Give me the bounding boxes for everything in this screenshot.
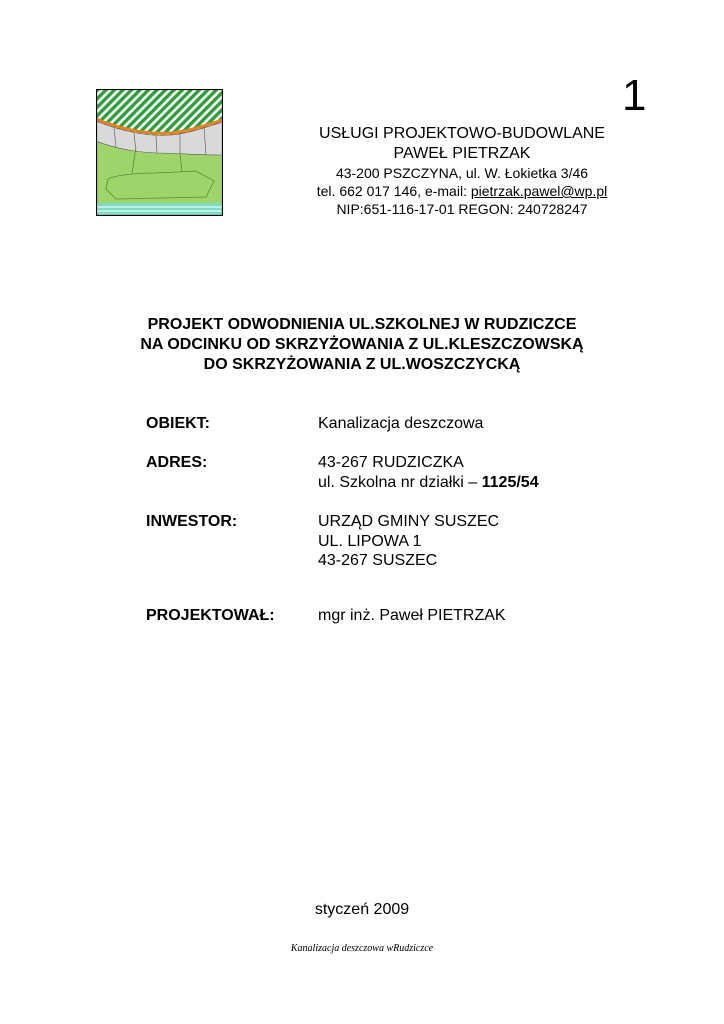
company-address: 43-200 PSZCZYNA, ul. W. Łokietka 3/46 [335, 165, 589, 181]
document-date: styczeń 2009 [314, 901, 410, 918]
company-phone: tel. 662 017 146, e-mail: [316, 183, 471, 199]
page-number: 1 [622, 71, 647, 120]
company-logo [96, 89, 223, 216]
company-name-line1: USŁUGI PROJEKTOWO-BUDOWLANE [319, 125, 605, 142]
project-title-line3: DO SKRZYŻOWANIA Z UL.WOSZCZYCKĄ [203, 356, 521, 373]
adres-label: ADRES: [146, 454, 208, 471]
project-title-line2: NA ODCINKU OD SKRZYŻOWANIA Z UL.KLESZCZOWSKĄ [140, 336, 584, 353]
obiekt-label: OBIEKT: [146, 415, 210, 432]
projektowal-value: mgr inż. Paweł PIETRZAK [318, 607, 506, 624]
adres-line1: 43-267 RUDZICZKA [318, 454, 464, 471]
projektowal-label: PROJEKTOWAŁ: [146, 607, 275, 624]
adres-line2 [318, 473, 539, 493]
company-name-line2: PAWEŁ PIETRZAK [393, 145, 531, 162]
adres-value [318, 453, 539, 492]
company-header [262, 124, 662, 218]
obiekt-value: Kanalizacja deszczowa [318, 415, 484, 432]
inwestor-line2: UL. LIPOWA 1 [318, 532, 422, 550]
company-ids: NIP:651-116-17-01 REGON: 240728247 [336, 201, 588, 217]
adres-street: ul. Szkolna nr działki – [318, 473, 482, 491]
company-email-link[interactable]: pietrzak.pawel@wp.pl [470, 183, 608, 199]
company-contact [262, 182, 662, 200]
project-title [0, 315, 724, 375]
inwestor-label: INWESTOR: [146, 513, 238, 530]
inwestor-line1: URZĄD GMINY SUSZEC [318, 513, 500, 530]
project-title-line1: PROJEKT ODWODNIENIA UL.SZKOLNEJ W RUDZICZCE [147, 316, 577, 333]
inwestor-value [318, 512, 499, 571]
inwestor-line3: 43-267 SUSZEC [318, 552, 438, 569]
page-footer: Kanalizacja deszczowa wRudziczce [290, 943, 434, 954]
parcel-number: 1125/54 [481, 473, 539, 491]
